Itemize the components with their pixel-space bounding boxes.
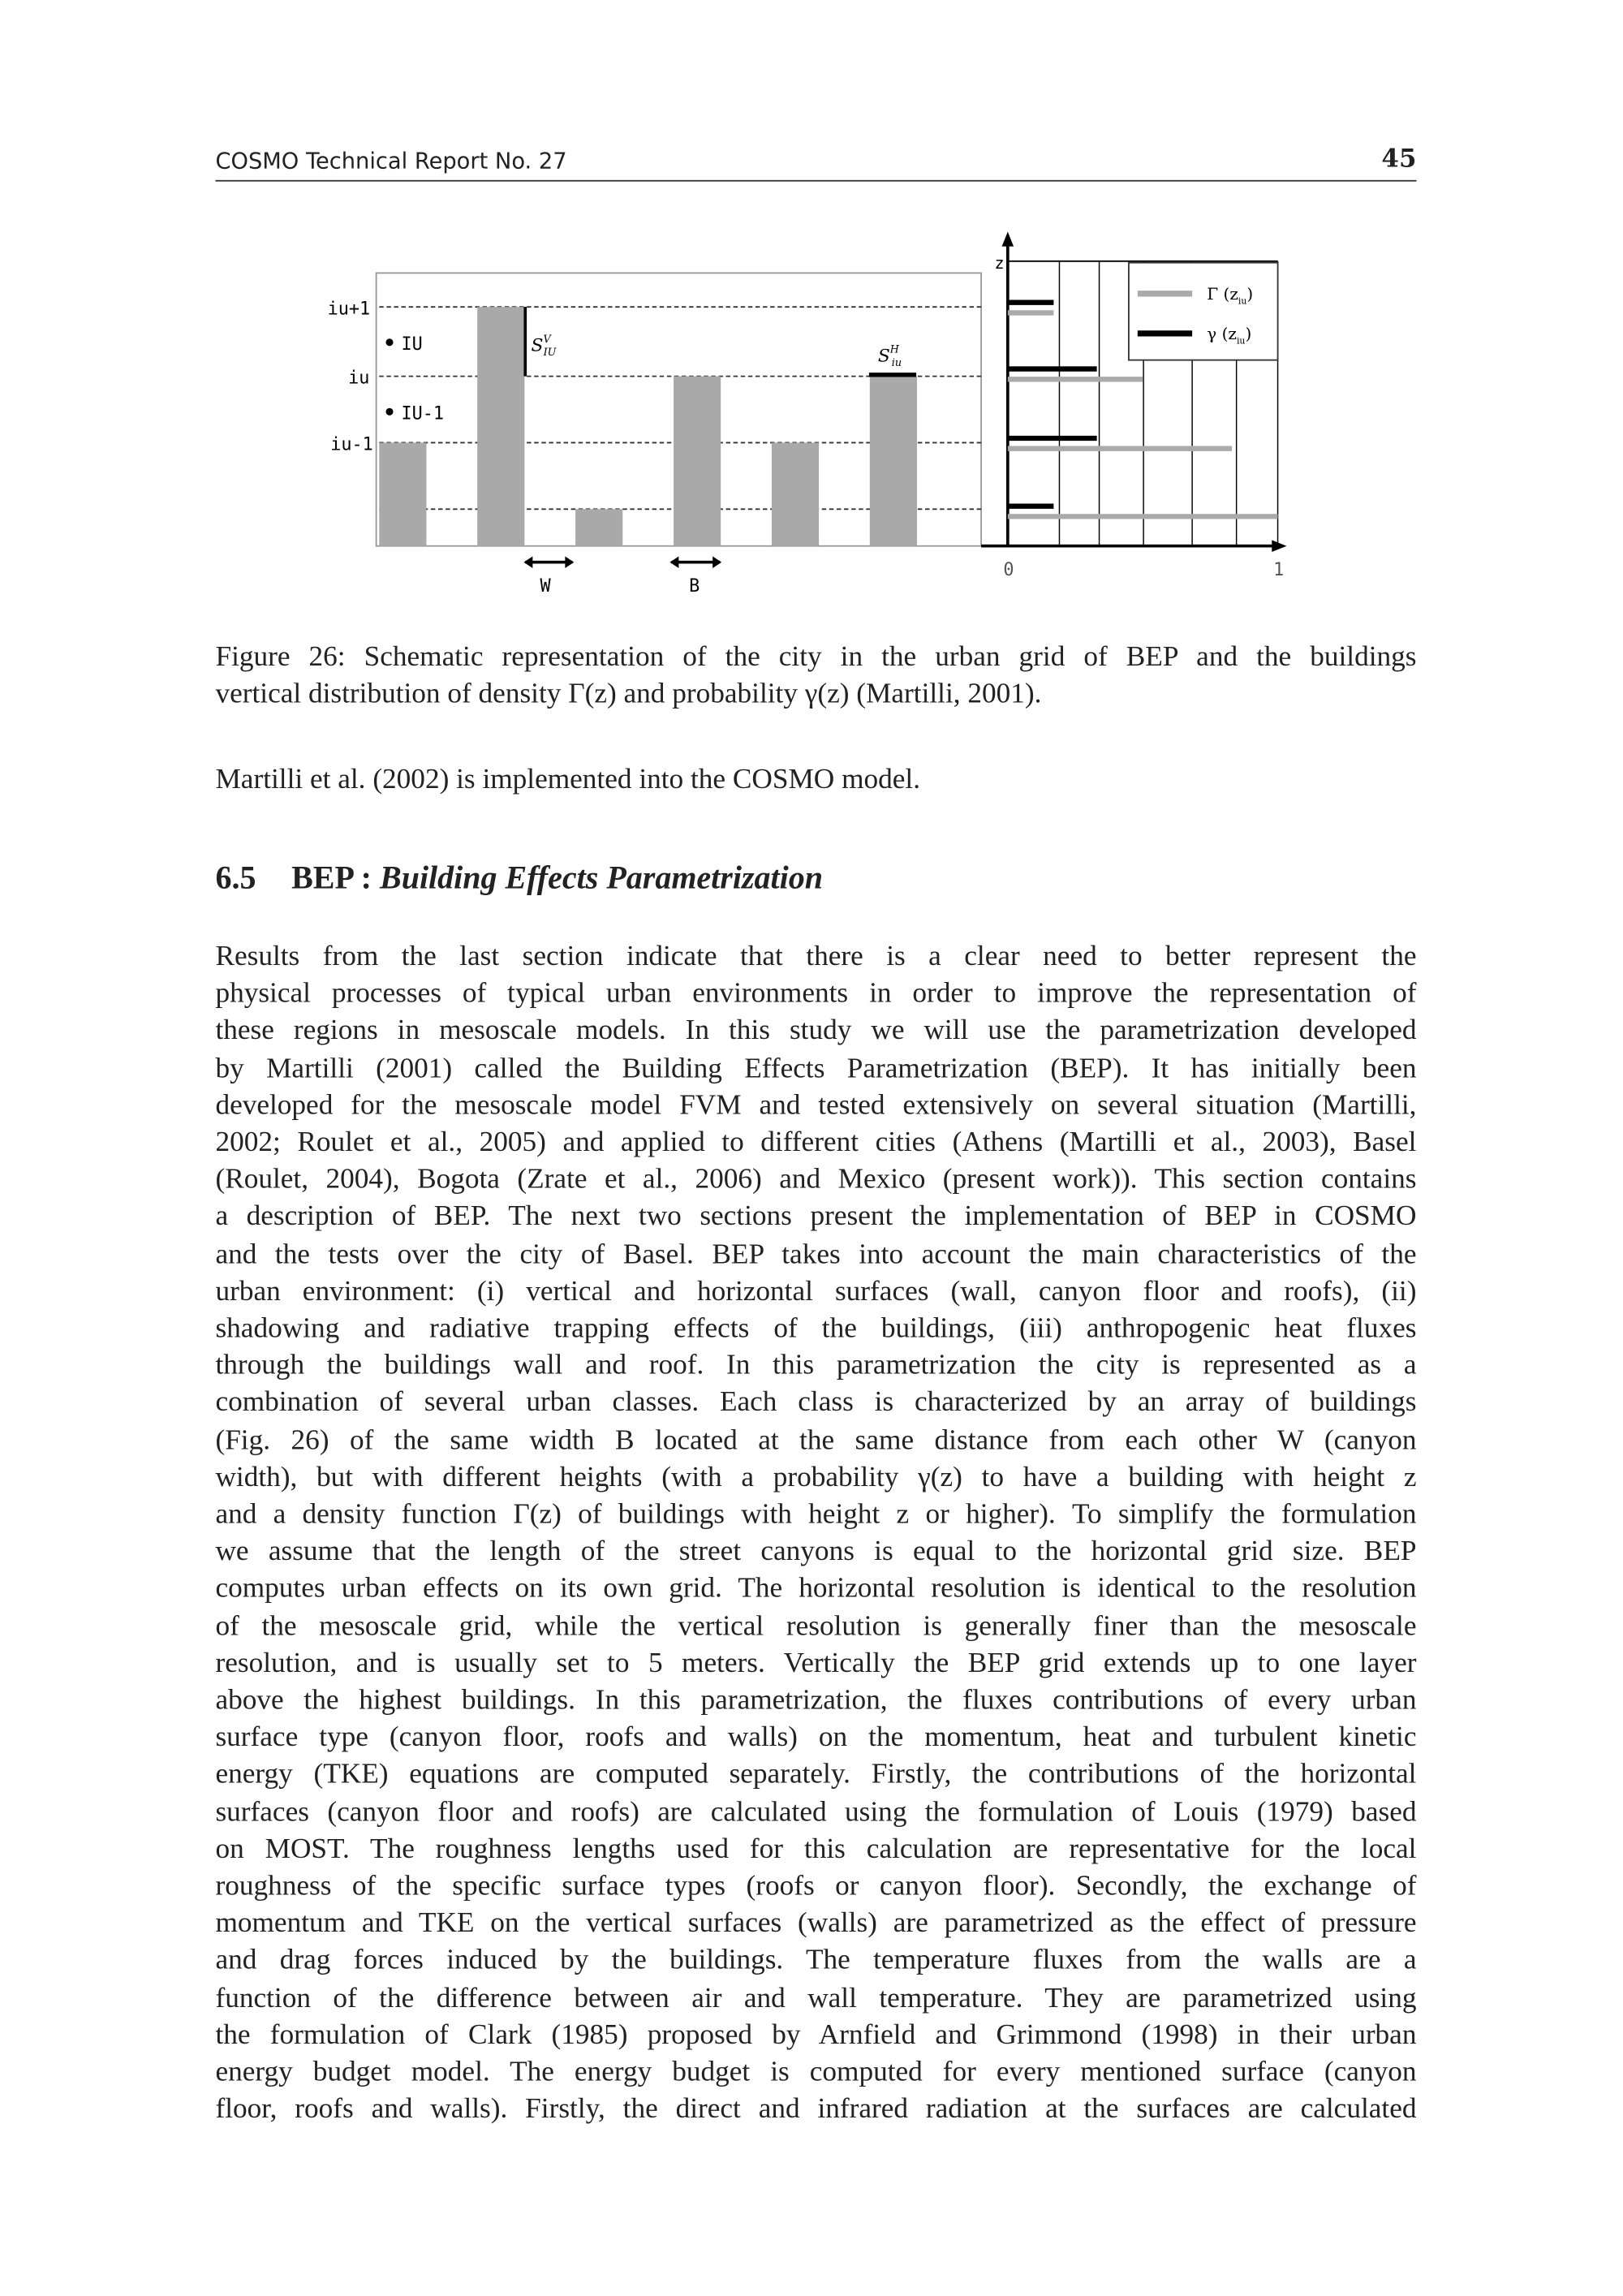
building-bar bbox=[772, 442, 819, 545]
x-axis-arrow-icon bbox=[1272, 540, 1286, 552]
building-label: B bbox=[689, 576, 700, 597]
point-marker bbox=[385, 338, 393, 346]
paragraph-line: and drag forces induced by the buildings. The temperature fluxes from the walls are a bbox=[215, 1945, 1417, 1977]
x-tick-0: 0 bbox=[1003, 560, 1014, 581]
paragraph-line: floor, roofs and walls). Firstly, the direct and infrared radiation at the surfaces are calculated bbox=[215, 2094, 1417, 2126]
legend bbox=[1129, 263, 1278, 360]
section-number: 6.5 bbox=[215, 859, 256, 896]
paragraph-line: developed for the mesoscale model FVM and tested extensively on several situation (Martilli, bbox=[215, 1090, 1417, 1122]
caption-line: Figure 26: Schematic representation of the city in the urban grid of BEP and the buildings bbox=[215, 641, 1417, 674]
paragraph-line: roughness of the specific surface types (roofs or canyon floor). Secondly, the exchange of bbox=[215, 1871, 1417, 1902]
building-bar bbox=[575, 509, 622, 545]
distribution-panel bbox=[981, 231, 1286, 580]
paragraph-line: on MOST. The roughness lengths used for this calculation are representative for the local bbox=[215, 1833, 1417, 1865]
paragraph-line: and a density function Γ(z) of buildings with height z or higher). To simplify the formulation bbox=[215, 1499, 1417, 1531]
paragraph-line: shadowing and radiative trapping effects of the buildings, (iii) anthropogenic heat fluxes bbox=[215, 1313, 1417, 1345]
horizontal-surface-label: $S^H$ iu bbox=[877, 342, 902, 368]
paragraph-line: surfaces (canyon floor and roofs) are calculated using the formulation of Louis (1979) based bbox=[215, 1796, 1417, 1829]
paragraph-line: physical processes of typical urban environments in order to improve the representation of bbox=[215, 978, 1417, 1010]
paragraph-line: Results from the last section indicate that there is a clear need to better represent the bbox=[215, 941, 1417, 973]
building-bar bbox=[674, 377, 721, 546]
paragraph-line: by Martilli (2001) called the Building Effects Parametrization (BEP). It has initially been bbox=[215, 1053, 1417, 1084]
paragraph-line: of the mesoscale grid, while the vertical resolution is generally finer than the mesoscale bbox=[215, 1610, 1417, 1643]
paragraph-line: and the tests over the city of Basel. BEP takes into account the main characteristics of the bbox=[215, 1238, 1417, 1270]
body-paragraph bbox=[215, 938, 1416, 2128]
figure-caption bbox=[215, 639, 1416, 713]
section-heading bbox=[215, 859, 823, 897]
paragraph-line: resolution, and is usually set to 5 meters. Vertically the BEP grid extends up to one layer bbox=[215, 1648, 1417, 1679]
paragraph-line: these regions in mesoscale models. In this study we will use the parametrization developed bbox=[215, 1015, 1417, 1047]
paragraph-line: through the buildings wall and roof. In this parametrization the city is represented as a bbox=[215, 1350, 1417, 1382]
paragraph-line: surface type (canyon floor, roofs and walls) on the momentum, heat and turbulent kinetic bbox=[215, 1722, 1417, 1754]
point-label: IU bbox=[401, 334, 423, 355]
section-title-prefix: BEP : bbox=[291, 859, 381, 896]
legend-label: γ $(z_{iu})$ bbox=[1207, 324, 1252, 347]
point-marker bbox=[385, 408, 393, 416]
paragraph-line: function of the difference between air and wall temperature. They are parametrized using bbox=[215, 1983, 1417, 2014]
width-arrow bbox=[523, 556, 574, 568]
caption-line: vertical distribution of density Γ(z) and probability γ(z) (Martilli, 2001). bbox=[215, 678, 1042, 710]
paragraph-line: 2002; Roulet et al., 2005) and applied to different cities (Athens (Martilli et al., 2003), Basel bbox=[215, 1127, 1417, 1159]
z-axis-label: z bbox=[994, 252, 1005, 273]
level-label: iu bbox=[348, 368, 370, 389]
paragraph-line: a description of BEP. The next two sections present the implementation of BEP in COSMO bbox=[215, 1201, 1417, 1233]
paragraph-line: (Fig. 26) of the same width B located at the same distance from each other W (canyon bbox=[215, 1424, 1417, 1456]
width-label: W bbox=[540, 576, 551, 597]
legend-label: Γ $(z_{iu})$ bbox=[1207, 284, 1254, 307]
paragraph-line: above the highest buildings. In this parametrization, the fluxes contributions of every urban bbox=[215, 1685, 1417, 1717]
page-number: 45 bbox=[1381, 144, 1417, 174]
building-bar bbox=[379, 442, 426, 545]
building-bar bbox=[870, 377, 917, 546]
vertical-surface-label: $S^V$ IU bbox=[531, 332, 557, 359]
building-width-arrow bbox=[669, 556, 721, 568]
point-label: IU-1 bbox=[401, 403, 445, 424]
z-axis-arrow-icon bbox=[1002, 231, 1014, 246]
paragraph-line: energy budget model. The energy budget is computed for every mentioned surface (canyon bbox=[215, 2057, 1417, 2088]
paragraph-line: width), but with different heights (with a probability γ(z) to have a building with height z bbox=[215, 1462, 1417, 1493]
paragraph-line: (Roulet, 2004), Bogota (Zrate et al., 2006) and Mexico (present work)). This section contains bbox=[215, 1164, 1417, 1196]
level-label: iu-1 bbox=[330, 434, 373, 455]
level-label: iu+1 bbox=[327, 299, 371, 320]
paragraph-line: computes urban effects on its own grid. The horizontal resolution is identical to the resolution bbox=[215, 1574, 1417, 1605]
urban-grid-panel bbox=[328, 273, 981, 597]
x-tick-1: 1 bbox=[1273, 560, 1285, 581]
paragraph-line: we assume that the length of the street canyons is equal to the horizontal grid size. BEP bbox=[215, 1536, 1417, 1568]
paragraph-line: combination of several urban classes. Each class is characterized by an array of buildings bbox=[215, 1387, 1417, 1419]
paragraph-line: energy (TKE) equations are computed separately. Firstly, the contributions of the horizontal bbox=[215, 1760, 1417, 1791]
paragraph-line: momentum and TKE on the vertical surfaces (walls) are parametrized as the effect of pressure bbox=[215, 1908, 1417, 1940]
section-title: Building Effects Parametrization bbox=[380, 859, 824, 896]
building-bar bbox=[477, 307, 524, 546]
report-title: COSMO Technical Report No. 27 bbox=[215, 147, 567, 174]
page-header bbox=[215, 144, 1416, 181]
intro-line: Martilli et al. (2002) is implemented into the COSMO model. bbox=[215, 764, 921, 796]
figure-26 bbox=[295, 222, 1328, 605]
paragraph-line: urban environment: (i) vertical and horizontal surfaces (wall, canyon floor and roofs), (ii) bbox=[215, 1276, 1417, 1307]
paragraph-line: the formulation of Clark (1985) proposed by Arnfield and Grimmond (1998) in their urban bbox=[215, 2019, 1417, 2052]
